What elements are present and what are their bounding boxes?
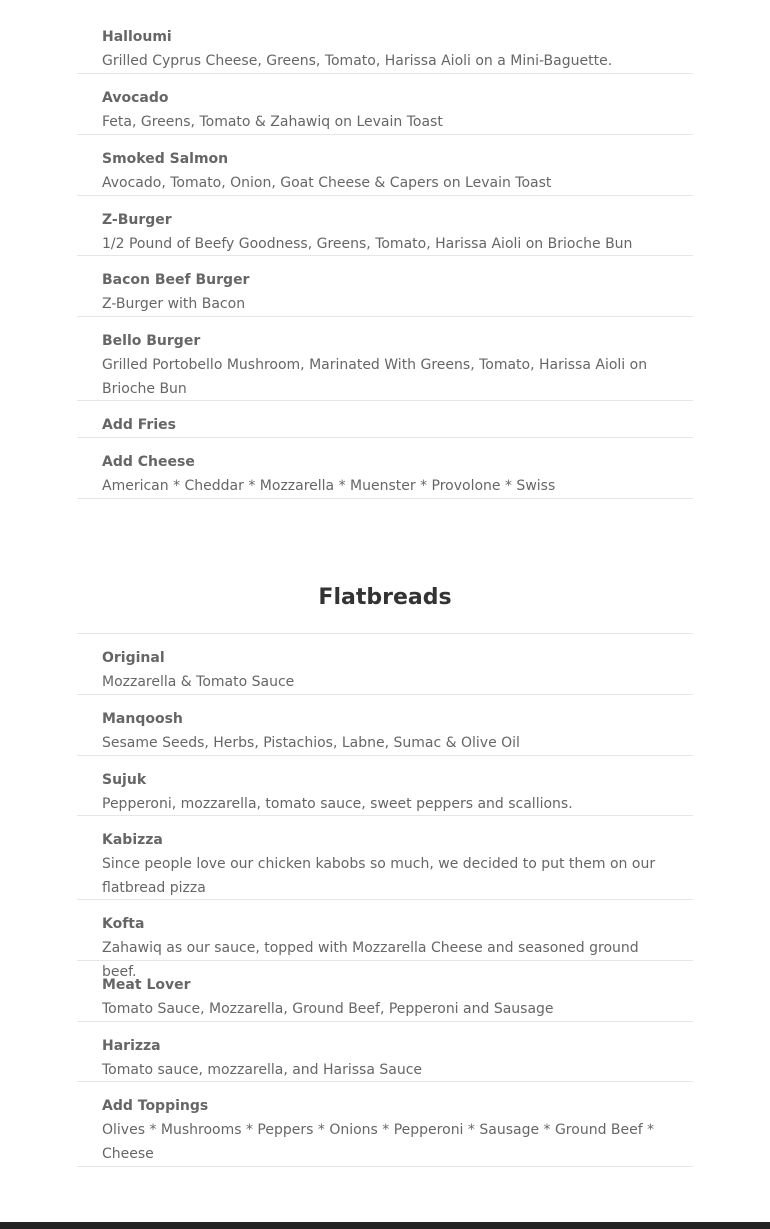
item-description: Z-Burger with Bacon xyxy=(102,296,246,312)
menu-item xyxy=(77,1081,693,1167)
menu-item xyxy=(77,316,693,400)
menu-item xyxy=(77,400,693,437)
item-description: 1/2 Pound of Beefy Goodness, Greens, Tomato, Harissa Aioli on Brioche Bun xyxy=(102,236,633,252)
menu-item xyxy=(77,755,693,815)
item-name: Kofta xyxy=(102,916,145,932)
item-name: Add Cheese xyxy=(102,454,195,470)
item-name: Z-Burger xyxy=(102,212,172,228)
item-description: Olives * Mushrooms * Peppers * Onions * Pepperoni * Sausage * Ground Beef * Cheese xyxy=(102,1122,655,1162)
item-name: Add Fries xyxy=(102,417,176,433)
item-name: Add Toppings xyxy=(102,1098,209,1114)
menu-item xyxy=(77,960,693,1021)
item-name: Bello Burger xyxy=(102,333,201,349)
item-name: Kabizza xyxy=(102,832,163,848)
item-name: Halloumi xyxy=(102,29,172,45)
item-description: Since people love our chicken kabobs so much, we decided to put them on our flatbread pizza xyxy=(102,856,656,896)
section-title-flatbreads: Flatbreads xyxy=(318,585,452,610)
menu-item xyxy=(77,255,693,316)
menu-item xyxy=(77,73,693,134)
item-description: Avocado, Tomato, Onion, Goat Cheese & Capers on Levain Toast xyxy=(102,175,552,191)
menu-item xyxy=(77,437,693,499)
item-name: Sujuk xyxy=(102,772,147,788)
menu-item xyxy=(77,0,693,73)
menu-item xyxy=(77,899,693,980)
item-description: American * Cheddar * Mozzarella * Muenster * Provolone * Swiss xyxy=(102,478,556,494)
menu-item xyxy=(77,1021,693,1081)
item-description: Pepperoni, mozzarella, tomato sauce, sweet peppers and scallions. xyxy=(102,796,573,812)
menu-item xyxy=(77,694,693,755)
item-description: Feta, Greens, Tomato & Zahawiq on Levain Toast xyxy=(102,114,443,130)
item-description: Sesame Seeds, Herbs, Pistachios, Labne, Sumac & Olive Oil xyxy=(102,735,520,751)
flatbreads-menu-list xyxy=(77,633,693,1167)
item-name: Avocado xyxy=(102,90,169,106)
menu-item xyxy=(77,134,693,195)
item-description: Mozzarella & Tomato Sauce xyxy=(102,674,295,690)
item-description: Zahawiq as our sauce, topped with Mozzarella Cheese and seasoned ground beef. xyxy=(102,940,639,980)
item-name: Smoked Salmon xyxy=(102,151,229,167)
item-description: Tomato Sauce, Mozzarella, Ground Beef, Pepperoni and Sausage xyxy=(102,1001,554,1017)
item-name: Harizza xyxy=(102,1038,161,1054)
item-description: Grilled Portobello Mushroom, Marinated With Greens, Tomato, Harissa Aioli on Brioche Bun xyxy=(102,357,648,397)
item-description: Tomato sauce, mozzarella, and Harissa Sauce xyxy=(102,1062,423,1078)
item-description: Grilled Cyprus Cheese, Greens, Tomato, Harissa Aioli on a Mini-Baguette. xyxy=(102,53,613,69)
item-name: Original xyxy=(102,650,165,666)
sandwiches-menu-list xyxy=(77,0,693,499)
item-name: Bacon Beef Burger xyxy=(102,272,250,288)
menu-item xyxy=(77,195,693,255)
menu-item xyxy=(77,815,693,899)
item-name: Meat Lover xyxy=(102,977,191,993)
item-name: Manqoosh xyxy=(102,711,183,727)
menu-item xyxy=(77,633,693,694)
footer-bar xyxy=(0,1222,770,1229)
